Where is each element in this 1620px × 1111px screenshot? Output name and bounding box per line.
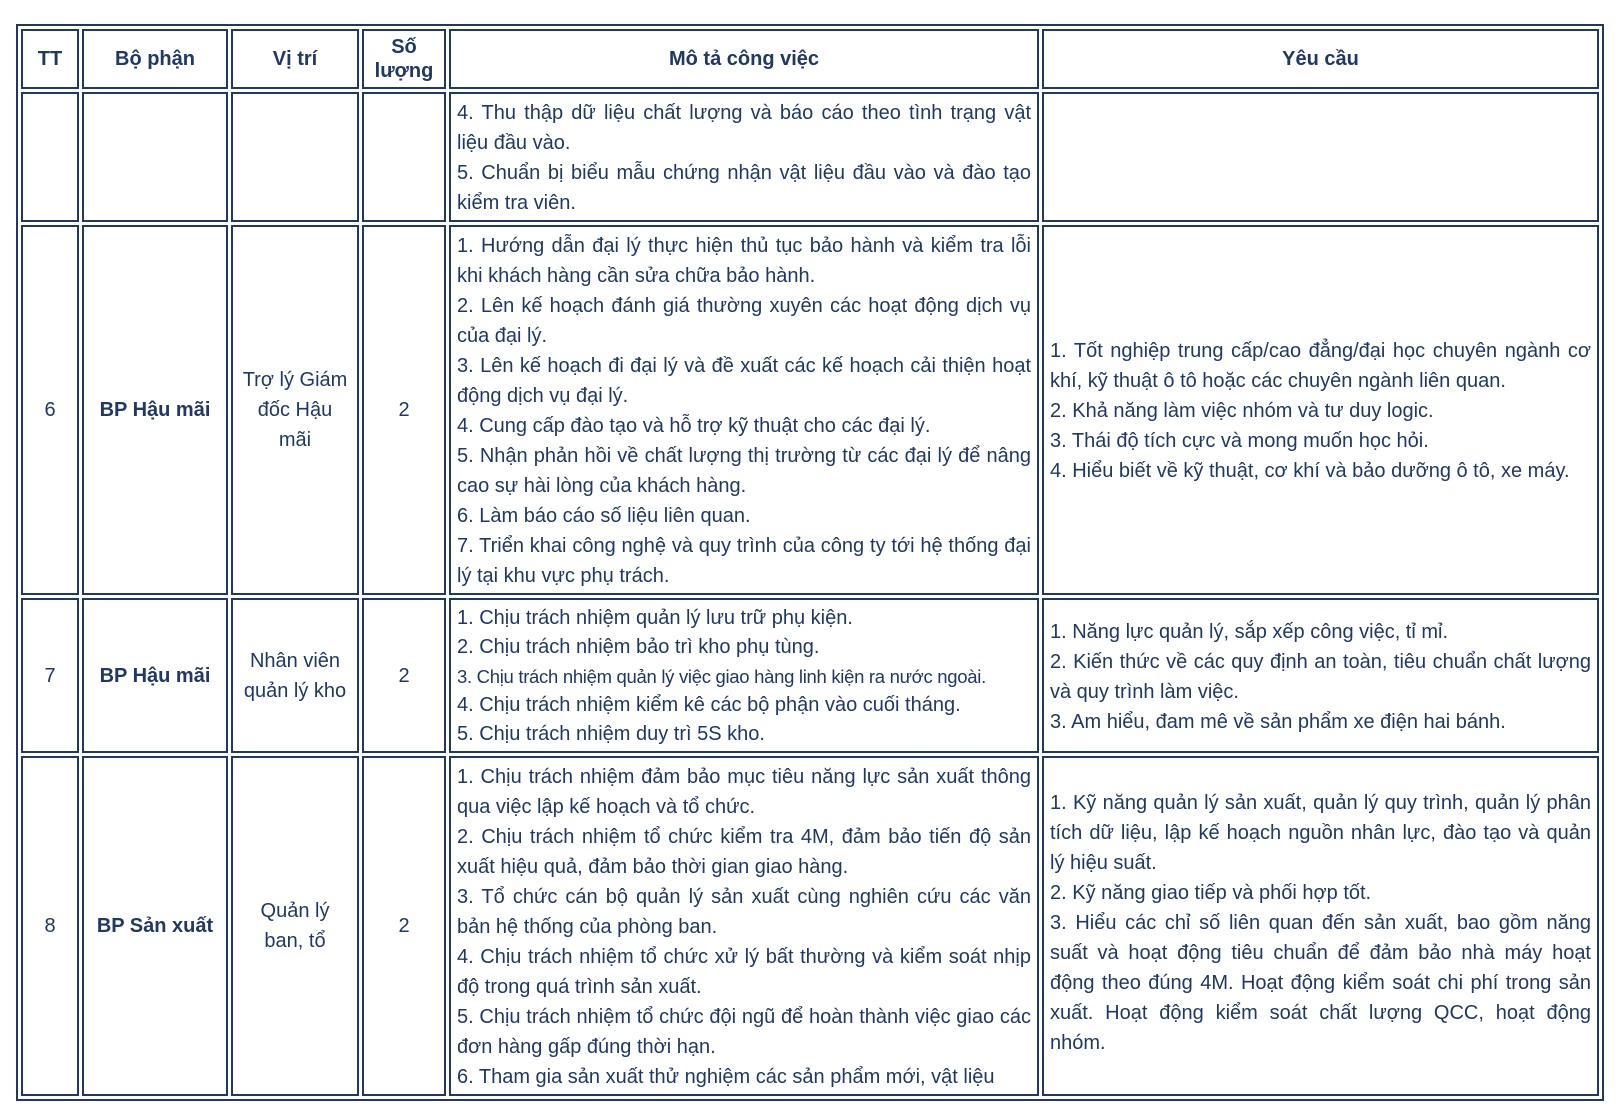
header-tt: TT (21, 29, 79, 89)
yeu-cau-item: 4. Hiểu biết về kỹ thuật, cơ khí và bảo dưỡng ô tô, xe máy. (1050, 460, 1570, 482)
mo-ta-item: 3. Lên kế hoạch đi đại lý và đề xuất các kế hoạch cải thiện hoạt động dịch vụ đại lý. (457, 355, 1031, 407)
cell-tt: 8 (21, 756, 79, 1096)
cell-tt: 7 (21, 598, 79, 753)
cell-tt: 6 (21, 225, 79, 595)
cell-yeu-cau (1042, 756, 1599, 1096)
yeu-cau-item: 1. Tốt nghiệp trung cấp/cao đẳng/đại học chuyên ngành cơ khí, kỹ thuật ô tô hoặc các chuyên ngành liên quan. (1050, 340, 1591, 392)
mo-ta-item: 5. Nhận phản hồi về chất lượng thị trường từ các đại lý để nâng cao sự hài lòng của khách hàng. (457, 445, 1031, 497)
table-row (21, 225, 1599, 595)
mo-ta-item: 1. Hướng dẫn đại lý thực hiện thủ tục bảo hành và kiểm tra lỗi khi khách hàng cần sửa chữa bảo hành. (457, 235, 1031, 287)
vi-tri-line: quản lý kho (243, 679, 347, 702)
header-vi-tri: Vị trí (231, 29, 359, 89)
job-table-frame (16, 24, 1604, 1088)
header-so-luong-line2: lượng (374, 60, 434, 82)
mo-ta-item: 1. Chịu trách nhiệm quản lý lưu trữ phụ kiện. (457, 607, 853, 629)
cell-mo-ta (449, 92, 1039, 222)
cell-mo-ta (449, 225, 1039, 595)
mo-ta-item: 3. Tổ chức cán bộ quản lý sản xuất cùng nghiên cứu các văn bản hệ thống của phòng ban. (457, 886, 1031, 938)
mo-ta-item: 4. Chịu trách nhiệm tổ chức xử lý bất thường và kiểm soát nhịp độ trong quá trình sản xuất. (457, 946, 1031, 998)
mo-ta-item: 7. Triển khai công nghệ và quy trình của công ty tới hệ thống đại lý tại khu vực phụ trách. (457, 535, 1031, 587)
cell-bo-phan (82, 92, 228, 222)
vi-tri-line: Quản lý (260, 900, 330, 922)
vi-tri-line: mãi (278, 429, 312, 451)
yeu-cau-item: 2. Khả năng làm việc nhóm và tư duy logic. (1050, 400, 1434, 422)
mo-ta-item: 2. Lên kế hoạch đánh giá thường xuyên các hoạt động dịch vụ của đại lý. (457, 295, 1031, 347)
vi-tri-line: Nhân viên (249, 649, 341, 672)
header-row (21, 29, 1599, 89)
mo-ta-item: 5. Chịu trách nhiệm duy trì 5S kho. (457, 723, 765, 745)
header-yeu-cau: Yêu cầu (1042, 29, 1599, 89)
cell-vi-tri (231, 598, 359, 753)
vi-tri-line: đốc Hậu (257, 399, 333, 421)
yeu-cau-item: 1. Kỹ năng quản lý sản xuất, quản lý quy trình, quản lý phân tích dữ liệu, lập kế hoạch nguồn nhân lực, đào tạo và quản lý hiệu suất. (1050, 792, 1591, 874)
mo-ta-item: 4. Chịu trách nhiệm kiểm kê các bộ phận vào cuối tháng. (457, 694, 961, 716)
mo-ta-item: 2. Chịu trách nhiệm tổ chức kiểm tra 4M, đảm bảo tiến độ sản xuất hiệu quả, đảm bảo thời gian giao hàng. (457, 826, 1031, 878)
vi-tri-line: Trợ lý Giám (242, 369, 348, 391)
yeu-cau-item: 3. Hiểu các chỉ số liên quan đến sản xuất, bao gồm năng suất và hoạt động tiêu chuẩn để đảm bảo nhà máy hoạt động theo đúng 4M. Hoạt động kiểm soát chi phí trong sản xuất. Hoạt động kiểm soát chất lượng QCC, hoạt động nhóm. (1050, 912, 1591, 1054)
yeu-cau-item: 3. Am hiểu, đam mê về sản phẩm xe điện hai bánh. (1050, 710, 1506, 733)
cell-bo-phan: BP Hậu mãi (82, 225, 228, 595)
header-bo-phan: Bộ phận (82, 29, 228, 89)
mo-ta-item: 6. Tham gia sản xuất thử nghiệm các sản phẩm mới, vật liệu (457, 1066, 995, 1088)
vi-tri-line: ban, tổ (264, 930, 326, 952)
cell-tt (21, 92, 79, 222)
yeu-cau-item: 2. Kiến thức về các quy định an toàn, tiêu chuẩn chất lượng và quy trình làm việc. (1050, 650, 1591, 703)
cell-vi-tri (231, 225, 359, 595)
header-so-luong (362, 29, 446, 89)
cell-so-luong: 2 (362, 598, 446, 753)
cell-yeu-cau (1042, 225, 1599, 595)
mo-ta-item: 4. Thu thập dữ liệu chất lượng và báo cáo theo tình trạng vật liệu đầu vào. (457, 102, 1031, 154)
mo-ta-item: 4. Cung cấp đào tạo và hỗ trợ kỹ thuật cho các đại lý. (457, 415, 931, 437)
table-row (21, 598, 1599, 753)
yeu-cau-item: 2. Kỹ năng giao tiếp và phối hợp tốt. (1050, 882, 1372, 904)
yeu-cau-item: 3. Thái độ tích cực và mong muốn học hỏi. (1050, 430, 1429, 452)
mo-ta-item: 2. Chịu trách nhiệm bảo trì kho phụ tùng. (457, 636, 820, 658)
mo-ta-item: 6. Làm báo cáo số liệu liên quan. (457, 505, 751, 527)
cell-vi-tri (231, 756, 359, 1096)
cell-mo-ta (449, 598, 1039, 753)
mo-ta-item: 3. Chịu trách nhiệm quản lý việc giao hàng linh kiện ra nước ngoài. (457, 666, 986, 687)
cell-so-luong: 2 (362, 756, 446, 1096)
mo-ta-item: 1. Chịu trách nhiệm đảm bảo mục tiêu năng lực sản xuất thông qua việc lập kế hoạch và tổ chức. (457, 766, 1031, 818)
yeu-cau-item: 1. Năng lực quản lý, sắp xếp công việc, tỉ mỉ. (1050, 620, 1449, 643)
mo-ta-item: 5. Chuẩn bị biểu mẫu chứng nhận vật liệu đầu vào và đào tạo kiểm tra viên. (457, 162, 1031, 214)
cell-mo-ta (449, 756, 1039, 1096)
cell-bo-phan: BP Sản xuất (82, 756, 228, 1096)
table-row (21, 92, 1599, 222)
cell-yeu-cau (1042, 92, 1599, 222)
table-row (21, 756, 1599, 1096)
cell-vi-tri (231, 92, 359, 222)
header-so-luong-line1: Số (391, 36, 417, 58)
mo-ta-item: 5. Chịu trách nhiệm tổ chức đội ngũ để hoàn thành việc giao các đơn hàng gấp đúng thời hạn. (457, 1006, 1031, 1058)
cell-so-luong (362, 92, 446, 222)
header-mo-ta: Mô tả công việc (449, 29, 1039, 89)
cell-yeu-cau (1042, 598, 1599, 753)
job-table (16, 24, 1604, 1101)
cell-bo-phan: BP Hậu mãi (82, 598, 228, 753)
cell-so-luong: 2 (362, 225, 446, 595)
